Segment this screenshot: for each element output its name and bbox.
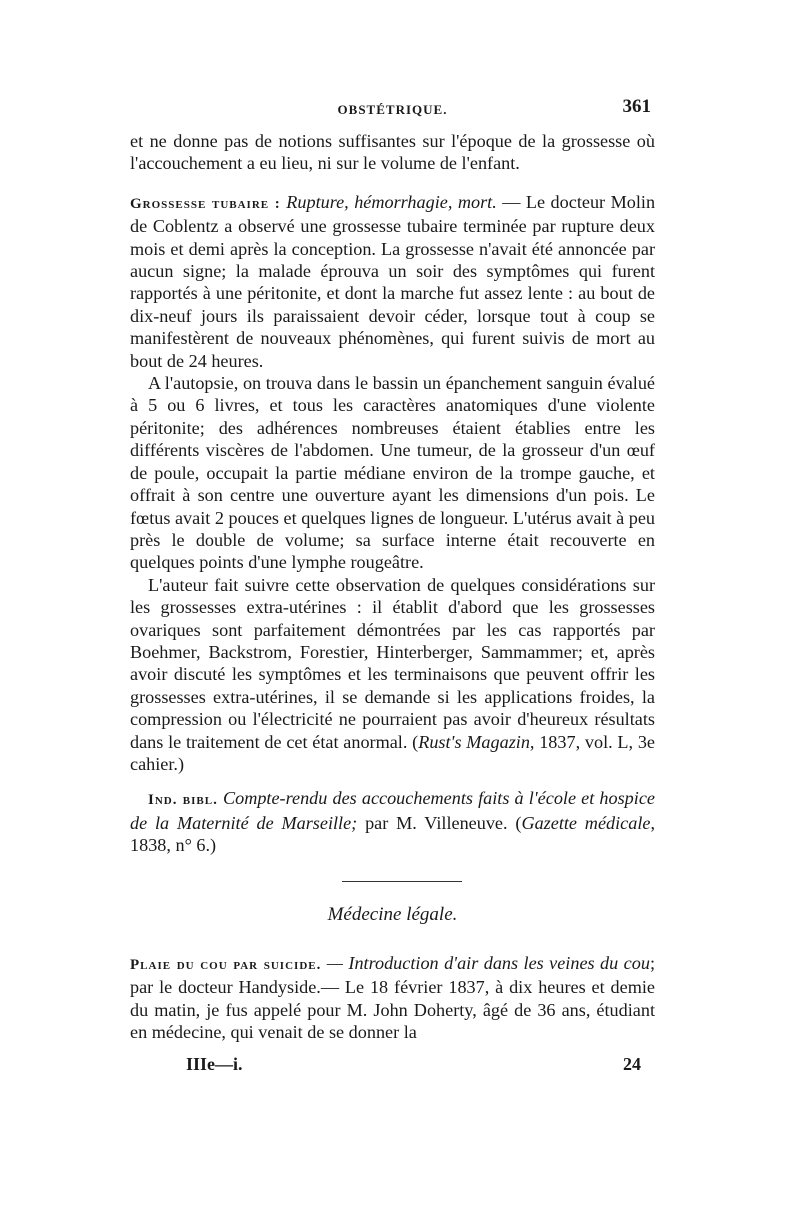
bibliography-issue: , 1838, n° 6.) xyxy=(130,812,656,856)
entry-title: — Introduction d'air dans les veines du cou xyxy=(326,953,650,973)
paragraph-autopsy xyxy=(130,372,655,574)
paragraph-continuation xyxy=(130,130,655,175)
entry-heading: Plaie du cou par suicide. xyxy=(130,957,322,973)
paragraph-bibliography xyxy=(130,787,655,856)
paragraph-text: A l'autopsie, on trouva dans le bassin un épanchement sanguin évalué à 5 ou 6 livres, et tous les caractères anatomiques d'une violente péritonite; des adhérences nombreuses étaient établies entre les différents viscères de l'abdomen. Une tumeur, de la grosseur d'un œuf de poule, occupait la partie médiane environ de la trompe gauche, et offrait à son centre une ouverture ayant les dimensions d'un pois. Le fœtus avait 2 pouces et quelques lignes de longueur. L'utérus avait à peu près le double de volume; sa surface interne était recouverte en quelques points d'une lymphe rougeâtre. xyxy=(130,373,656,573)
page-header xyxy=(130,96,655,126)
bibliography-title: Compte-rendu des accouchements faits à l'école et hospice de la Maternité de Marseille; xyxy=(130,788,655,833)
paragraph-tubal-pregnancy xyxy=(130,191,655,372)
bibliography-journal: Gazette médicale xyxy=(521,812,651,833)
signature-mark: IIIe—i. xyxy=(186,1054,243,1074)
source-title: Rust's Magazin xyxy=(418,731,530,752)
page-footer xyxy=(186,1054,641,1080)
bibliography-label: Ind. bibl. xyxy=(148,792,218,809)
paragraph-text: L'auteur fait suivre cette observation de quelques considérations sur les grossesses extra-utérines : il établit d'abord que les grossesses ovariques sont parfaitement démontrées par les cas rapportés par Boehmer, Backstrom, Forestier, Hinterberger, Sammammer; et, après avoir discuté les symptômes et les terminaisons que peuvent offrir les grossesses extra-utérines, il se demande si les applications froides, la compression ou l'électricité ne pourraient pas avoir d'heureux résultats dans le traitement de cet état anormal. ( xyxy=(130,574,655,752)
page-body xyxy=(130,130,655,1044)
entry-heading: Grossesse tubaire : xyxy=(130,195,281,212)
paragraph-text: — Le docteur Molin de Coblentz a observé une grossesse tubaire terminée par rupture deux mois et demi après la conception. La grossesse n'avait été annoncée par aucun signe; la malade éprouva un soir des symptômes qui furent rapportés à une péritonite, et dont la marche fut assez lente : au bout de dix-neuf jours ils paraissaient devoir céder, lorsque tout à coup se manifestèrent de nouveaux phénomènes, qui furent suivis de mort au bout de 24 heures. xyxy=(130,191,656,371)
section-divider xyxy=(342,881,462,882)
paragraph-text: ; par le docteur Handyside.— Le 18 février 1837, à dix heures et demie du matin, je fus appelé pour M. John Doherty, âgé de 36 ans, étudiant en médecine, qui venait de se donner la xyxy=(130,953,655,1043)
source-citation: , 1837, vol. L, 3e cahier.) xyxy=(130,731,655,774)
entry-title: Rupture, hémorrhagie, mort. xyxy=(286,191,497,212)
page-number: 361 xyxy=(622,96,651,117)
section-title: Médecine légale. xyxy=(327,903,458,925)
bibliography-author: par M. Villeneuve. ( xyxy=(365,812,522,833)
paragraph-considerations xyxy=(130,574,655,776)
sheet-number: 24 xyxy=(623,1054,641,1074)
paragraph-text: et ne donne pas de notions suffisantes sur l'époque de la grossesse où l'accouchement a eu lieu, ni sur le volume de l'enfant. xyxy=(130,131,655,174)
paragraph-neck-wound xyxy=(130,952,655,1044)
running-title: OBSTÉTRIQUE. xyxy=(337,102,448,117)
